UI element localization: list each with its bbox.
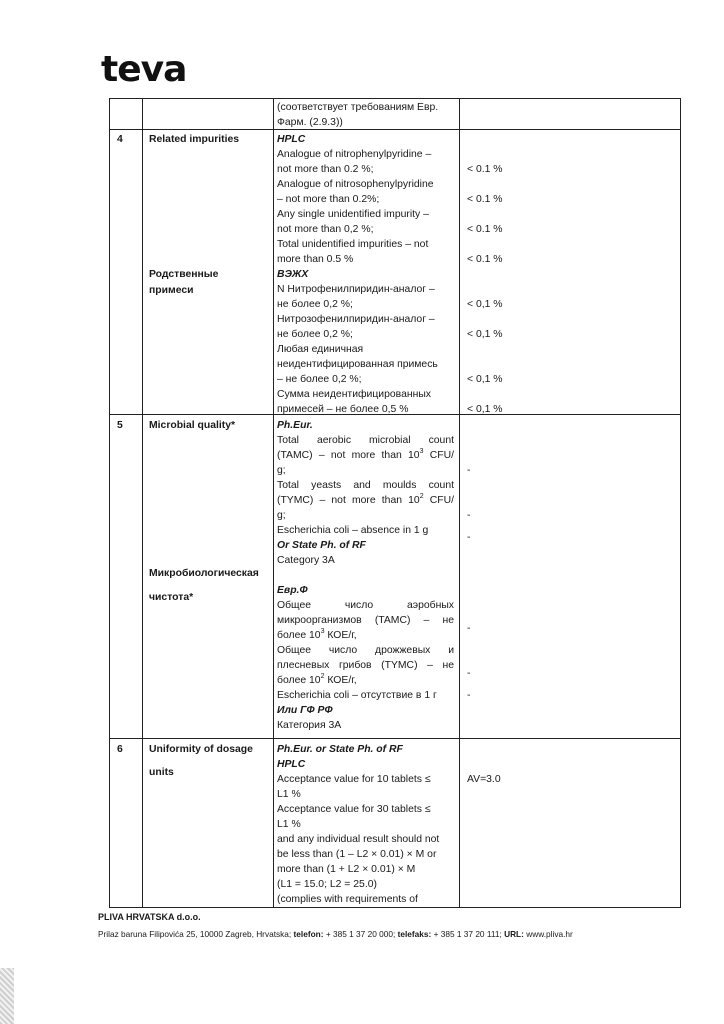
row-5-name-ru: Микробиологическая <box>149 568 259 579</box>
row-4-name-en: Related impurities <box>149 134 240 145</box>
row-4-name-ru: Родственные <box>149 269 219 280</box>
row-6-spec-line: and any individual result should not <box>277 834 440 845</box>
row-4-spec-line: не более 0,2 %; <box>277 299 353 310</box>
row-6-spec-line: more than (1 + L2 × 0.01) × M <box>277 864 416 875</box>
row-4-spec-line: Любая единичная <box>277 344 364 355</box>
scan-edge-artifact <box>0 968 14 1024</box>
continuation-spec-line: Фарм. (2.9.3)) <box>277 117 343 128</box>
row-5-spec-sup: 3 <box>320 628 325 635</box>
row-5-spec-line: плесневых грибов (TYMC) – не <box>277 660 454 671</box>
row-5-spec-line: Общее число дрожжевых и <box>277 645 454 656</box>
row-6-name: Uniformity of dosage <box>149 744 253 755</box>
row-4-result: < 0.1 % <box>467 194 503 205</box>
column-divider-3 <box>459 98 460 908</box>
row-5-spec-text: (TAMC) – not more than 10 <box>277 450 420 461</box>
row-5-spec-line: g; <box>277 510 286 521</box>
footer-address: Prilaz baruna Filipovića 25, 10000 Zagreb, Hrvatska; <box>98 929 292 939</box>
footer-fax-label: telefaks: <box>397 929 432 939</box>
row-5-result: - <box>467 690 471 701</box>
continuation-spec-line: (соответствует требованиям Евр. <box>277 102 439 113</box>
row-6-spec-line: L1 % <box>277 789 301 800</box>
row-4-spec-heading-ru: ВЭЖХ <box>277 269 309 280</box>
row-4-result: < 0,1 % <box>467 374 503 385</box>
table-border-right <box>680 98 681 908</box>
row-4-result: < 0.1 % <box>467 164 503 175</box>
row-5-spec-line: Категория 3А <box>277 720 342 731</box>
footer-contact <box>98 929 573 939</box>
row-5-spec-line: g; <box>277 465 286 476</box>
row-5-spec-line: Escherichia coli – отсутствие в 1 г <box>277 690 437 701</box>
row-4-spec-heading: HPLC <box>277 134 306 145</box>
column-divider-2 <box>273 98 274 908</box>
row-5-name-en: Microbial quality* <box>149 420 236 431</box>
row-5-spec-line: Escherichia coli – absence in 1 g <box>277 525 429 536</box>
row-6-spec-line: L1 % <box>277 819 301 830</box>
row-5-spec-line <box>277 628 357 643</box>
row-4-spec-line: Нитрозофенилпиридин-аналог – <box>277 314 435 325</box>
row-4-result: < 0,1 % <box>467 329 503 340</box>
row-4-spec-line: – не более 0,2 %; <box>277 374 362 385</box>
row-5-spec-line: Total aerobic microbial count <box>277 435 454 446</box>
row-4-spec-line: Сумма неидентифицированных <box>277 389 431 400</box>
row-5-spec-line: Category 3A <box>277 555 335 566</box>
row-5-spec-heading-ru: Евр.Ф <box>277 585 308 596</box>
teva-logo: teva <box>101 49 187 90</box>
footer-url: www.pliva.hr <box>526 929 573 939</box>
row-6-spec-line: (complies with requirements of <box>277 894 418 905</box>
row-5-number: 5 <box>117 420 123 431</box>
row-4-spec-line: неидентифицированная примесь <box>277 359 438 370</box>
row-6-name: units <box>149 767 174 778</box>
row-5-spec-line: Total yeasts and moulds count <box>277 480 454 491</box>
row-6-spec-line: be less than (1 – L2 × 0.01) × M or <box>277 849 437 860</box>
row-6-spec-line: (L1 = 15.0; L2 = 25.0) <box>277 879 377 890</box>
row-5-spec-text: более 10 <box>277 630 321 641</box>
row-5-spec-line <box>277 493 454 508</box>
row-4-spec-line: more than 0.5 % <box>277 254 354 265</box>
row-4-spec-line: Analogue of nitrophenylpyridine – <box>277 149 432 160</box>
row-4-spec-line: Total unidentified impurities – not <box>277 239 429 250</box>
row-5-spec-text: CFU/ <box>423 450 454 461</box>
row-6-result: AV=3.0 <box>467 774 501 785</box>
row-5-result: - <box>467 532 471 543</box>
row-4-spec-line: примесей – не более 0,5 % <box>277 404 409 415</box>
row-4-result: < 0.1 % <box>467 224 503 235</box>
row-5-spec-text: (TYMC) – not more than 10 <box>277 495 420 506</box>
row-5-spec-text: КОЕ/г, <box>324 630 357 641</box>
row-4-name-ru: примеси <box>149 285 194 296</box>
footer-url-label: URL: <box>504 929 524 939</box>
row-4-result: < 0,1 % <box>467 404 503 415</box>
row-4-spec-line: не более 0,2 %; <box>277 329 353 340</box>
table-border-bottom <box>109 907 681 908</box>
row-divider-6 <box>109 738 681 739</box>
row-4-number: 4 <box>117 134 123 145</box>
row-4-spec-line: N Нитрофенилпиридин-аналог – <box>277 284 435 295</box>
row-4-result: < 0.1 % <box>467 254 503 265</box>
row-4-spec-line: Analogue of nitrosophenylpyridine <box>277 179 434 190</box>
row-4-spec-line: Any single unidentified impurity – <box>277 209 429 220</box>
row-6-number: 6 <box>117 744 123 755</box>
row-5-spec-heading: Or State Ph. of RF <box>277 540 366 551</box>
table-border-left <box>109 98 110 908</box>
row-5-spec-text: КОЕ/г, <box>324 675 357 686</box>
row-5-spec-line <box>277 673 357 688</box>
row-5-name-ru: чистота* <box>149 592 194 603</box>
footer-fax: + 385 1 37 20 111; <box>433 929 502 939</box>
row-6-spec-line: Acceptance value for 30 tablets ≤ <box>277 804 431 815</box>
row-4-spec-line: not more than 0,2 %; <box>277 224 374 235</box>
row-5-spec-line <box>277 448 454 463</box>
footer-phone: + 385 1 37 20 000; <box>325 929 396 939</box>
row-5-spec-line: микроорганизмов (TAMC) – не <box>277 615 454 626</box>
row-4-spec-line: – not more than 0.2%; <box>277 194 380 205</box>
row-5-result: - <box>467 668 471 679</box>
row-5-spec-line: Общее число аэробных <box>277 600 454 611</box>
row-4-result: < 0,1 % <box>467 299 503 310</box>
row-5-result: - <box>467 623 471 634</box>
row-5-result: - <box>467 510 471 521</box>
row-5-spec-sup: 2 <box>419 493 424 500</box>
table-border-top <box>109 98 681 99</box>
row-6-spec-heading: Ph.Eur. or State Ph. of RF <box>277 744 403 755</box>
row-5-spec-sup: 2 <box>320 673 325 680</box>
row-5-spec-text: более 10 <box>277 675 321 686</box>
row-5-result: - <box>467 465 471 476</box>
row-5-spec-heading: Ph.Eur. <box>277 420 313 431</box>
row-divider-4 <box>109 129 681 130</box>
footer-company: PLIVA HRVATSKA d.o.o. <box>98 912 201 922</box>
row-5-spec-sup: 3 <box>419 448 424 455</box>
row-6-spec-heading: HPLC <box>277 759 306 770</box>
row-4-spec-line: not more than 0.2 %; <box>277 164 374 175</box>
footer-phone-label: telefon: <box>293 929 324 939</box>
column-divider-1 <box>142 98 143 908</box>
row-5-spec-heading-ru: Или ГФ РФ <box>277 705 333 716</box>
row-6-spec-line: Acceptance value for 10 tablets ≤ <box>277 774 431 785</box>
row-5-spec-text: CFU/ <box>423 495 455 506</box>
